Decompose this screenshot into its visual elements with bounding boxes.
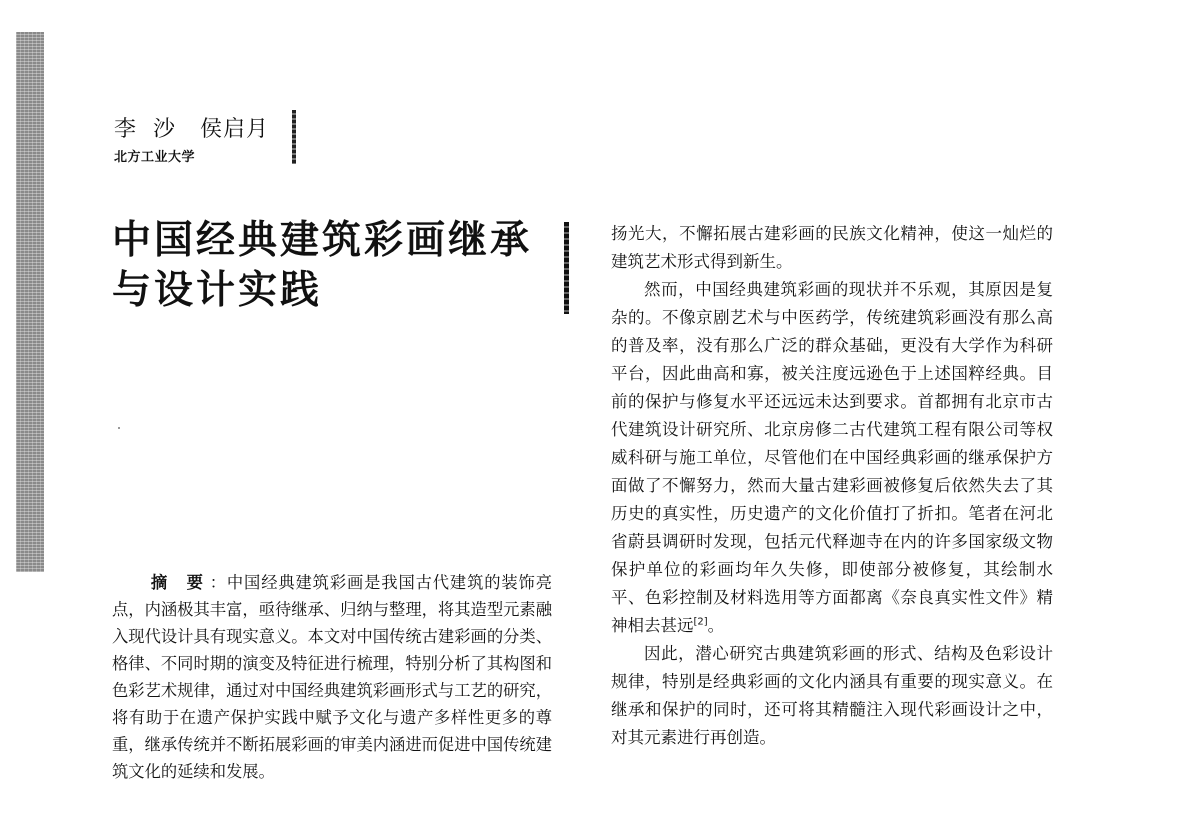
- abstract: [112, 569, 552, 785]
- scan-edge-strip: [16, 32, 44, 572]
- body-paragraph-1: 扬光大，不懈拓展古建彩画的民族文化精神，使这一灿烂的建筑艺术形式得到新生。: [611, 224, 1053, 271]
- body-paragraph-2: [611, 276, 1053, 640]
- title-line-1: 中国经典建筑彩画继承: [112, 218, 533, 263]
- article-title: [112, 216, 562, 316]
- author-names: 李 沙 侯启月: [114, 117, 269, 142]
- body-paragraph-2-text: 然而，中国经典建筑彩画的现状并不乐观，其原因是复杂的。不像京剧艺术与中医药学，传统建筑彩画没有那么高的普及率，没有那么广泛的群众基础，更没有大学作为科研平台，因此曲高和寡，被关注度远逊色于上述国粹经典。目前的保护与修复水平还远远未达到要求。首都拥有北京市古代建筑设计研究所、北京房修二古代建筑工程有限公司等权威科研与施工单位，尽管他们在中国经典彩画的继承保护方面做了不懈努力，然而大量古建彩画被修复后依然失去了其历史的真实性，历史遗产的文化价值打了折扣。笔者在河北省蔚县调研时发现，包括元代释迦寺在内的许多国家级文物保护单位的彩画均年久失修，即使部分被修复，其绘制水平、色彩控制及材料选用等方面都离《奈良真实性文件》精神相去甚远: [611, 280, 1053, 635]
- author-affiliation: 北方工业大学: [114, 150, 196, 165]
- citation-ref: [2]: [693, 616, 708, 628]
- scan-speck: [118, 427, 120, 429]
- body-paragraph-3: 因此，潜心研究古典建筑彩画的形式、结构及色彩设计规律，特别是经典彩画的文化内涵具有重要的现实意义。在继承和保护的同时，还可将其精髓注入现代彩画设计之中，对其元素进行再创造。: [611, 644, 1053, 747]
- body-column: [611, 220, 1053, 752]
- title-line-2: 与设计实践: [112, 268, 323, 313]
- author-divider-bar: [292, 110, 296, 164]
- abstract-label: 摘 要: [150, 573, 210, 592]
- abstract-text: 中国经典建筑彩画是我国古代建筑的装饰亮点，内涵极其丰富，亟待继承、归纳与整理，将其造型元素融入现代设计具有现实意义。本文对中国传统古建彩画的分类、格律、不同时期的演变及特征进行梳理，特别分析了其构图和色彩艺术规律，通过对中国经典建筑彩画形式与工艺的研究，将有助于在遗产保护实践中赋予文化与遗产多样性更多的尊重，继承传统并不断拓展彩画的审美内涵进而促进中国传统建筑文化的延续和发展。: [112, 573, 552, 781]
- body-paragraph-2-end: 。: [707, 616, 725, 635]
- title-divider-bar: [564, 222, 569, 314]
- abstract-separator: ：: [209, 573, 227, 592]
